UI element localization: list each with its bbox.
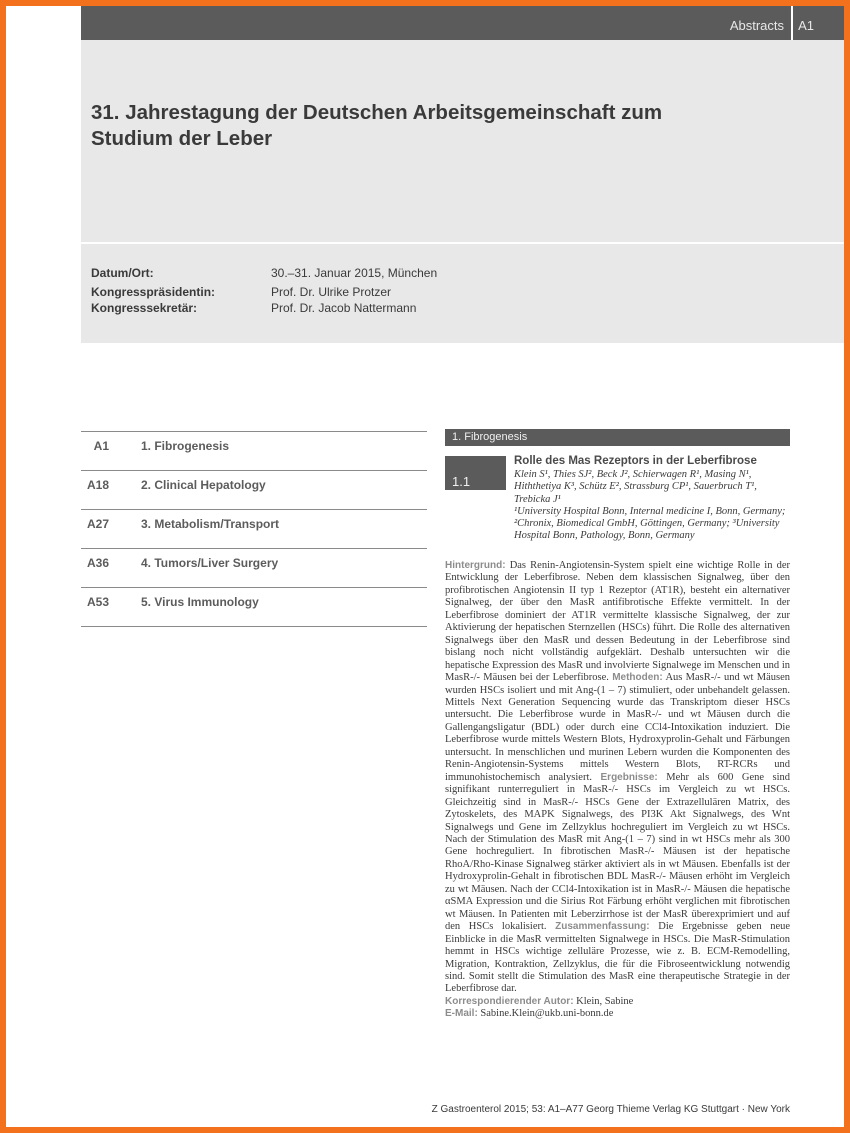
section-heading: 1. Fibrogenesis: [452, 431, 528, 443]
toc-label: 1. Fibrogenesis: [141, 439, 230, 453]
corresponding-author: Klein, Sabine: [576, 995, 634, 1007]
toc-item-metabolism[interactable]: [81, 509, 427, 548]
abstract-authors: Klein S¹, Thies SJ², Beck J², Schierwagen R¹, Masing N¹, Hiththetiya K³, Schütz E², Strassburg CP¹, Sauerbruch T¹, Trebicka J¹: [514, 469, 757, 505]
meta-value: Prof. Dr. Ulrike Protzer: [271, 285, 392, 299]
header-bar: [81, 6, 844, 40]
toc-page: A18: [86, 478, 109, 492]
toc-item-clinical-hepatology[interactable]: [81, 470, 427, 509]
abstract-number-box: [445, 456, 506, 490]
section-label: Abstracts: [729, 18, 784, 33]
text-methods: Aus MasR-/- und wt Mäusen wurden HSCs isoliert und mit Ang-(1 – 7) stimuliert, oder unbehandelt gelassen. Mittels Next Generation Sequencing wurde das Transkriptom dieser HSCs untersucht. Die Leberfibrose wurde in MasR-/- und wt Mäusen durch die Gallengangsligatur (BDL) oder durch eine CCl4-Intoxikation induziert. Die Leberfibrose wurde mittels Western Blots, Hydroxyprolin-Gehalt und Färbungen untersucht. In menschlichen und murinen Lebern wurden die Komponenten des Renin-Angiotensin-Systems mittels Western Blots, RT-RCRs und immunohistochemisch analysiert.: [445, 672, 791, 783]
toc-page: A36: [86, 556, 109, 570]
toc-item-virus-immunology[interactable]: [81, 587, 427, 627]
toc-label: 5. Virus Immunology: [141, 595, 259, 609]
abstract-header: [514, 455, 794, 542]
toc-item-tumors[interactable]: [81, 548, 427, 587]
title-divider: [81, 242, 844, 244]
toc-label: 4. Tumors/Liver Surgery: [141, 556, 279, 570]
page-id: A1: [798, 18, 814, 33]
toc-label: 3. Metabolism/Transport: [141, 517, 280, 531]
keyword-results: Ergebnisse:: [600, 771, 658, 783]
abstract-title: Rolle des Mas Rezeptors in der Leberfibrose: [514, 455, 757, 467]
keyword-methods: Methoden:: [612, 672, 663, 684]
abstract-body: [445, 560, 790, 1021]
header-separator: [791, 6, 793, 40]
text-background: Das Renin-Angiotensin-System spielt eine wichtige Rolle in der Entwicklung der Leberfibrose. Neben dem klassischen Signalweg, über den profibrotischen Angiotensin II typ 1 Rezeptor (AT1R), besteht ein alternativer Signalweg, der über den MasR antifibrotische Effekte vermittelt. In der Leberfibrose dominiert der AT1R vermittelte klassische Signalweg, der zur Aktivierung der hepatischen Sternzellen (HSCs) führt. Die Rolle des alternativen Signalwegs über den MasR und dessen Bedeutung in der Leberfibrose sind bislang noch nicht vollständig aufgeklärt. Deshalb untersuchten wir die hepatische Expression des MasR und involvierte Signalwege im Menschen und in MasR-/- Mäusen bei der Leberfibrose.: [445, 560, 791, 684]
section-heading-bar: [445, 429, 790, 446]
abstract-affiliations: ¹University Hospital Bonn, Internal medicine I, Bonn, Germany; ²Chronix, Biomedical GmbH, Göttingen, Germany; ³University Hospital Bonn, Pathology, Bonn, Germany: [514, 505, 786, 542]
keyword-email: E-Mail:: [445, 1008, 478, 1020]
toc-page: A27: [86, 517, 109, 531]
keyword-corresponding-author: Korrespondierender Autor:: [445, 995, 574, 1007]
toc-label: 2. Clinical Hepatology: [141, 478, 266, 492]
email-link[interactable]: Sabine.Klein@ukb.uni-bonn.de: [480, 1008, 614, 1020]
toc-item-fibrogenesis[interactable]: [81, 431, 427, 470]
meta-value: Prof. Dr. Jacob Nattermann: [271, 301, 417, 315]
table-of-contents: [81, 431, 427, 627]
meta-label: Kongresssekretär:: [91, 301, 198, 315]
abstract-number: 1.1: [452, 474, 471, 489]
title-box: [81, 40, 844, 343]
meta-value: 30.–31. Januar 2015, München: [271, 266, 438, 280]
page-footer: Z Gastroenterol 2015; 53: A1–A77 Georg Thieme Verlag KG Stuttgart · New York: [431, 1104, 790, 1115]
meta-label: Kongresspräsidentin:: [91, 285, 216, 299]
page-title: 31. Jahrestagung der Deutschen Arbeitsgemeinschaft zum Studium der Leber: [91, 101, 663, 150]
keyword-summary: Zusammenfassung:: [555, 921, 650, 933]
meta-label: Datum/Ort:: [91, 266, 154, 280]
document-page: [6, 6, 844, 1127]
text-summary: Die Ergebnisse geben neue Einblicke in die MasR vermittelten Signalwege in HSCs. Die MasR-Stimulation hemmt in HSCs wichtige zelluläre Prozesse, wie z. B. ECM-Remodelling, Migration, Kontraktion, Zellzyklus, die für die Fibroseentwicklung notwendig sind. Somit stellt die Stimulation des MasR eine therapeutische Strategie in der Leberfibrose dar.: [445, 921, 791, 995]
keyword-background: Hintergrund:: [445, 560, 506, 571]
toc-page: A1: [93, 439, 109, 453]
toc-page: A53: [86, 595, 109, 609]
text-results: Mehr als 600 Gene sind signifikant runterreguliert in MasR-/- HSCs im Vergleich zu wt HSCs. Gleichzeitig sind in MasR-/- HSCs Gene der Extrazellulären Matrix, des Zytoskelets, des MAPK Signalwegs, des PI3K Akt Signalwegs, des Wnt Signalwegs und Gene im Zellzyklus hochreguliert im Vergleich zu wt HSCs. Nach der Stimulation des MasR mit Ang-(1 – 7) sind in wt HSCs mehr als 300 Gene hochreguliert. In fibrotischen MasR-/- Mäusen ist der hepatische RhoA/Rho-Kinase Signalweg stärker aktiviert als in wt Mäusen. Ebenfalls ist der Hydroxyprolin-Gehalt in fibrotischen BDL MasR-/- Mäusen erhöht im Vergleich zu wt Mäusen. Nach der CCl4-Intoxikation ist in MasR-/- Mäusen die hepatische αSMA Expression und die Sirius Rot Färbung erhöht verglichen mit fibrotischen wt Mäusen. In Patienten mit Leberzirrhose ist der MasR überexprimiert und auf den HSCs lokalisiert.: [445, 771, 791, 933]
